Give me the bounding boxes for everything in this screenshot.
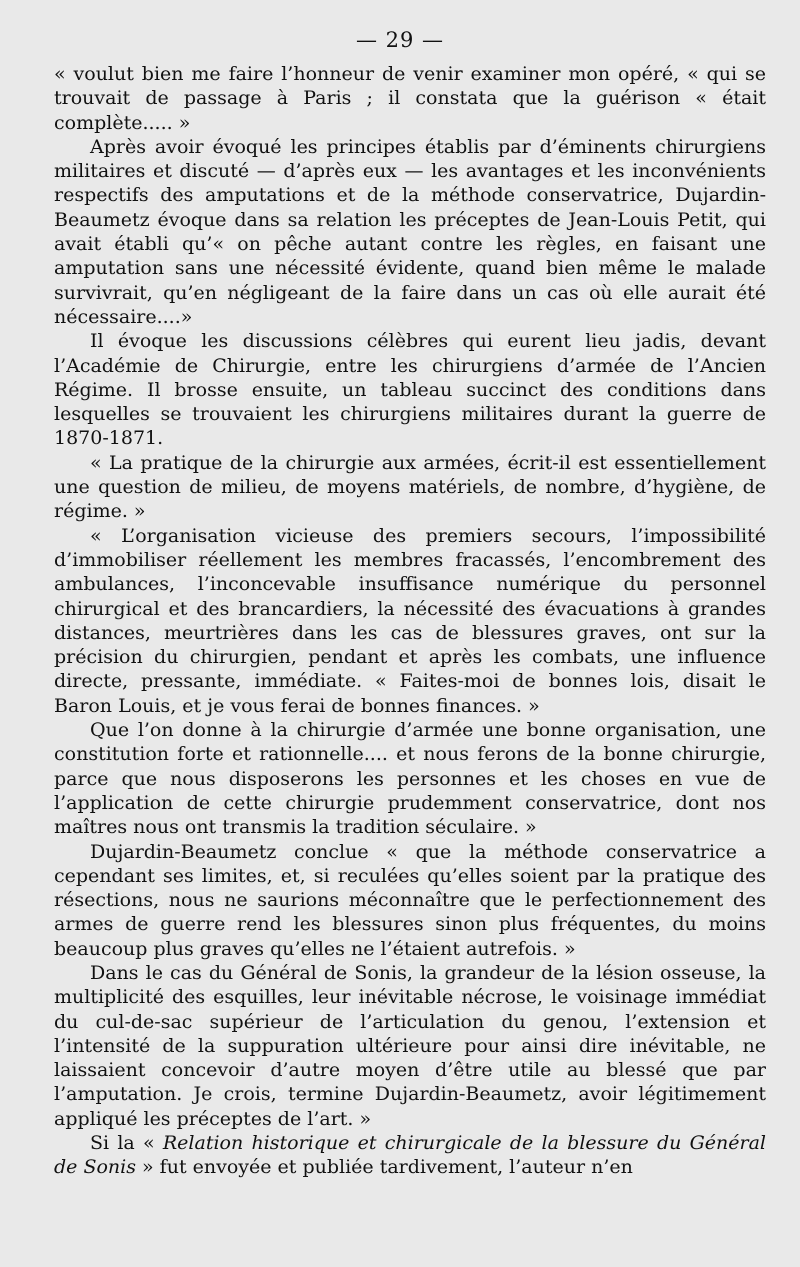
paragraph-general-sonis: Dans le cas du Général de Sonis, la grandeur de la lésion osseuse, la multiplicité des esquilles, leur inévitable nécrose, le voisinage immédiat du cul-de-sac supérieur de l’articulation du genou, l’extension et l’intensité de la suppuration ultérieure pour ainsi dire inévitable, ne laissaient concevoir d’autre moyen d’être utile au blessé que par l’amputation. Je crois, termine Dujardin-Beaumetz, avoir légitimement appliqué les préceptes de l’art. » xyxy=(54,961,766,1130)
last-paragraph-after: » fut envoyée et publiée tardivement, l’auteur n’en xyxy=(135,1156,633,1179)
paragraph-relation-historique xyxy=(54,1131,766,1180)
paragraph-principles: Après avoir évoqué les principes établis par d’éminents chirurgiens militaires et discuté — d’après eux — les avantages et les inconvénients respectifs des amputations et de la méthode conservatrice, Dujardin-Beaumetz évoque dans sa relation les préceptes de Jean-Louis Petit, qui avait établi qu’« on pêche autant contre les règles, en faisant une amputation sans une nécessité évidente, quand bien même le malade survivrait, qu’en négligeant de la faire dans un cas où elle aurait été nécessaire....» xyxy=(54,135,766,328)
last-paragraph-before: Si la « xyxy=(90,1132,163,1155)
body-text xyxy=(54,62,766,1180)
paragraph-academie: Il évoque les discussions célèbres qui eurent lieu jadis, devant l’Académie de Chirurgie, entre les chirurgiens d’armée de l’Ancien Régime. Il brosse ensuite, un tableau succinct des conditions dans lesquelles se trouvaient les chirurgiens militaires durant la guerre de 1870-1871. xyxy=(54,330,766,450)
book-title: Relation historique et chirurgicale de la blessure du Général de Sonis xyxy=(54,1132,766,1179)
paragraph-constitution: Que l’on donne à la chirurgie d’armée une bonne organisation, une constitution forte et rationnelle.... et nous ferons de la bonne chirurgie, parce que nous disposerons les personnes et les choses en vue de l’application de cette chirurgie prudemment conservatrice, dont nos maîtres nous ont transmis la tradition séculaire. » xyxy=(54,719,766,839)
page-number: — 29 — xyxy=(355,28,445,52)
paragraph-quote-continuation: « voulut bien me faire l’honneur de venir examiner mon opéré, « qui se trouvait de passage à Paris ; il constata que la guérison « était complète..... » xyxy=(54,63,766,134)
paragraph-pratique: « La pratique de la chirurgie aux armées, écrit-il est essentiellement une question de milieu, de moyens matériels, de nombre, d’hygiène, de régime. » xyxy=(54,451,766,523)
paragraph-conclusion: Dujardin-Beaumetz conclue « que la méthode conservatrice a cependant ses limites, et, si reculées qu’elles soient par la pratique des résections, nous ne saurions méconnaître que le perfectionnement des armes de guerre rend les blessures sinon plus fréquentes, du moins beaucoup plus graves qu’elles ne l’étaient autrefois. » xyxy=(54,840,766,960)
paragraph-organisation: « L’organisation vicieuse des premiers secours, l’impossibilité d’immobiliser réellement les membres fracassés, l’encombrement des ambulances, l’inconcevable insuffisance numérique du personnel chirurgical et des brancardiers, la nécessité des évacuations à grandes distances, meurtrières dans les cas de blessures graves, ont sur la précision du chirurgien, pendant et après les combats, une influence directe, pressante, immédiate. « Faites-moi de bonnes lois, disait le Baron Louis, et je vous ferai de bonnes finances. » xyxy=(54,524,766,717)
